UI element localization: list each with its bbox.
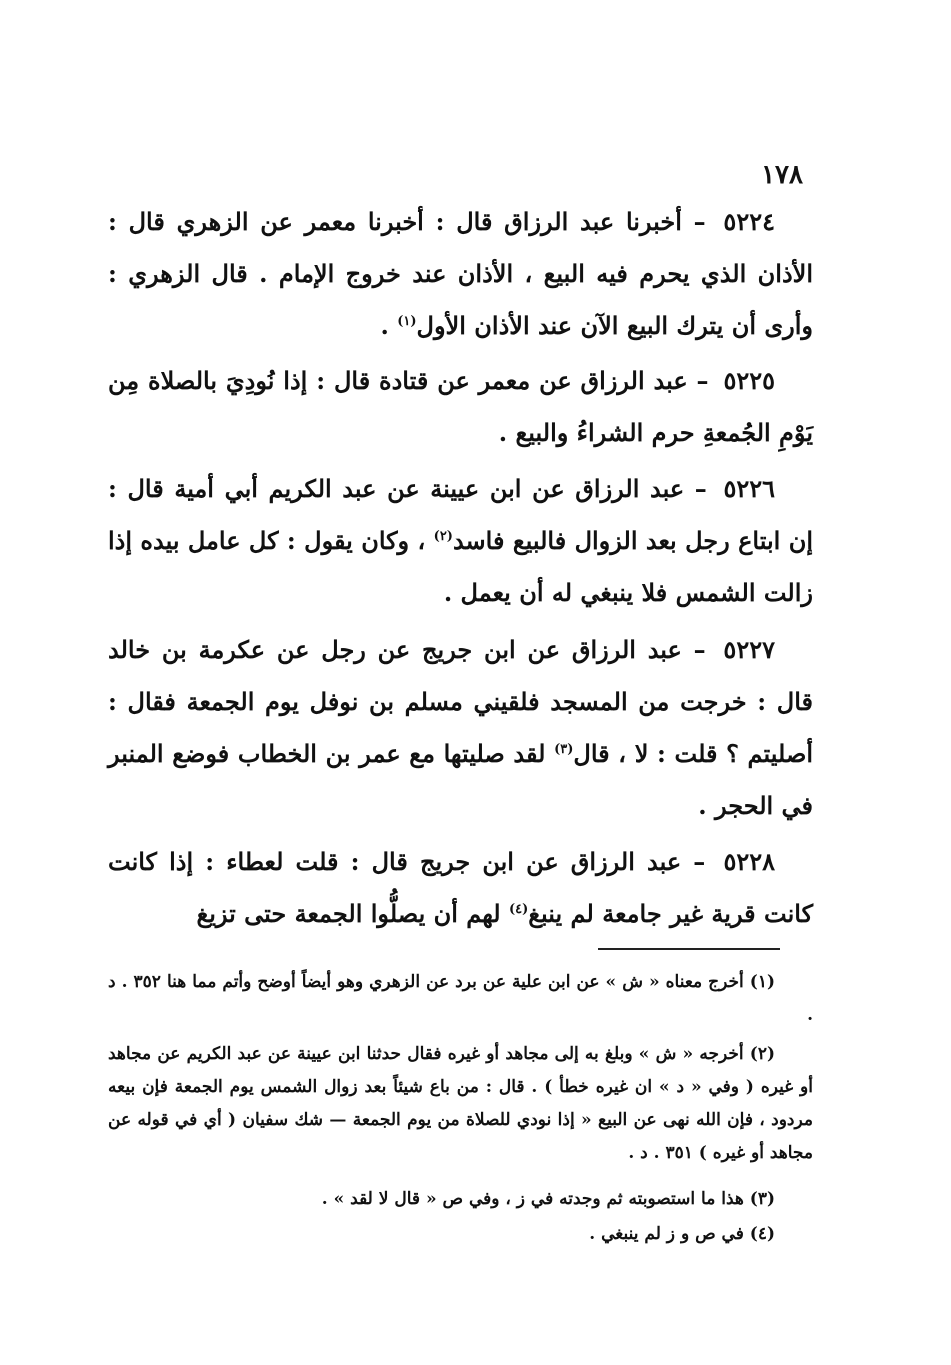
hadith-number: ٥٢٢٥ bbox=[723, 366, 775, 395]
footnote-ref: (٤) bbox=[508, 902, 529, 917]
footnote-text: هذا ما استصوبته ثم وجدته في ز ، وفي ص « قال لا لقد » . bbox=[321, 1189, 744, 1209]
footnote-mark: (٤) bbox=[749, 1224, 775, 1244]
hadith-5224: ٥٢٢٤ – أخبرنا عبد الرزاق قال : أخبرنا معمر عن الزهري قال : الأذان الذي يحرم فيه البيع ، الأذان عند خروج الإمام . قال الزهري : وأرى أن يترك البيع الآن عند الأذان الأول$^{(١)}$ . bbox=[108, 207, 813, 340]
footnote-text: أخرج معناه « ش » عن ابن علية عن برد عن الزهري وهو أيضاً أوضح وأتم مما هنا ٣٥٢ . د . bbox=[108, 972, 813, 1025]
page-number: ١٧٨ bbox=[761, 160, 803, 190]
hadith-number: ٥٢٢٨ bbox=[723, 847, 775, 876]
footnote-1 bbox=[108, 966, 813, 1032]
hadith-tail: ، وكان يقول : كل عامل بيده إذا زالت الشمس فلا ينبغي له أن يعمل . bbox=[108, 526, 813, 607]
hadith-tail: . bbox=[380, 311, 398, 340]
footnote-mark: (١) bbox=[749, 972, 776, 992]
footnote-ref: (٣) bbox=[554, 742, 574, 757]
footnote-text: في ص و ز لم ينبغي . bbox=[589, 1224, 744, 1244]
hadith-text: عبد الرزاق عن ابن جريج عن رجل عن عكرمة بن خالد قال : خرجت من المسجد فلقيني مسلم بن نوفل يوم الجمعة فقال : أصليتم ؟ قلت : لا ، قال bbox=[108, 635, 814, 768]
footnote-3 bbox=[108, 1183, 813, 1216]
footnote-ref: (١) bbox=[397, 314, 417, 329]
hadith-number: ٥٢٢٦ bbox=[723, 474, 775, 503]
footnote-ref: (٢) bbox=[433, 529, 453, 544]
hadith-tail: لهم أن يصلُّوا الجمعة حتى تزيغ bbox=[196, 899, 509, 928]
hadith-5226: ٥٢٢٦ – عبد الرزاق عن ابن عيينة عن عبد الكريم أبي أمية قال : إن ابتاع رجل بعد الزوال فالبيع فاسد$^{(٢)}$ ، وكان يقول : كل عامل بيده إذا زالت الشمس فلا ينبغي له أن يعمل . bbox=[108, 474, 813, 607]
hadith-number: ٥٢٢٧ bbox=[723, 635, 775, 664]
footnote-2 bbox=[108, 1038, 813, 1170]
hadith-tail: لقد صليتها مع عمر بن الخطاب فوضع المنبر في الحجر . bbox=[108, 739, 813, 820]
footnote-text: أخرجه « ش » وبلغ به إلى مجاهد أو غيره فقال حدثنا ابن عيينة عن عبد الكريم عن مجاهد أو غيره ( وفي « د » ان غيره خطأ ) . قال : من باع شيئاً بعد زوال الشمس يوم الجمعة فإن بيعه مردود ، فإن الله نهى عن البيع « إذا نودي للصلاة من يوم الجمعة — شك سفيان ( أي في قوله عن مجاهد أو غيره ) ٣٥١ . د . bbox=[108, 1044, 813, 1163]
hadith-number: ٥٢٢٤ bbox=[723, 207, 775, 236]
hadith-text: عبد الرزاق عن معمر عن قتادة قال : إذا نُودِيَ بالصلاة مِن يَوْمِ الجُمعةِ حرم الشراءُ والبيع . bbox=[108, 366, 813, 447]
hadith-5225: ٥٢٢٥ – عبد الرزاق عن معمر عن قتادة قال : إذا نُودِيَ بالصلاة مِن يَوْمِ الجُمعةِ حرم الشراءُ والبيع . bbox=[108, 366, 813, 447]
hadith-text: أخبرنا عبد الرزاق قال : أخبرنا معمر عن الزهري قال : الأذان الذي يحرم فيه البيع ، الأذان عند خروج الإمام . قال الزهري : وأرى أن يترك البيع الآن عند الأذان الأول bbox=[108, 207, 813, 340]
footnote-mark: (٣) bbox=[749, 1189, 775, 1209]
hadith-text: عبد الرزاق عن ابن عيينة عن عبد الكريم أبي أمية قال : إن ابتاع رجل بعد الزوال فالبيع فاسد bbox=[108, 474, 813, 555]
hadith-text: عبد الرزاق عن ابن جريج قال : قلت لعطاء : إذا كانت كانت قرية غير جامعة لم ينبغ bbox=[108, 847, 813, 928]
hadith-5227: ٥٢٢٧ – عبد الرزاق عن ابن جريج عن رجل عن عكرمة بن خالد قال : خرجت من المسجد فلقيني مسلم بن نوفل يوم الجمعة فقال : أصليتم ؟ قلت : لا ، قال$^{(٣)}$ لقد صليتها مع عمر بن الخطاب فوضع المنبر في الحجر . bbox=[108, 635, 814, 820]
footnote-mark: (٢) bbox=[749, 1044, 776, 1064]
footnote-4 bbox=[108, 1218, 813, 1251]
footnote-divider bbox=[598, 948, 780, 950]
hadith-5228: ٥٢٢٨ – عبد الرزاق عن ابن جريج قال : قلت لعطاء : إذا كانت كانت قرية غير جامعة لم ينبغ$^{(٤)}$ لهم أن يصلُّوا الجمعة حتى تزيغ bbox=[108, 847, 813, 928]
